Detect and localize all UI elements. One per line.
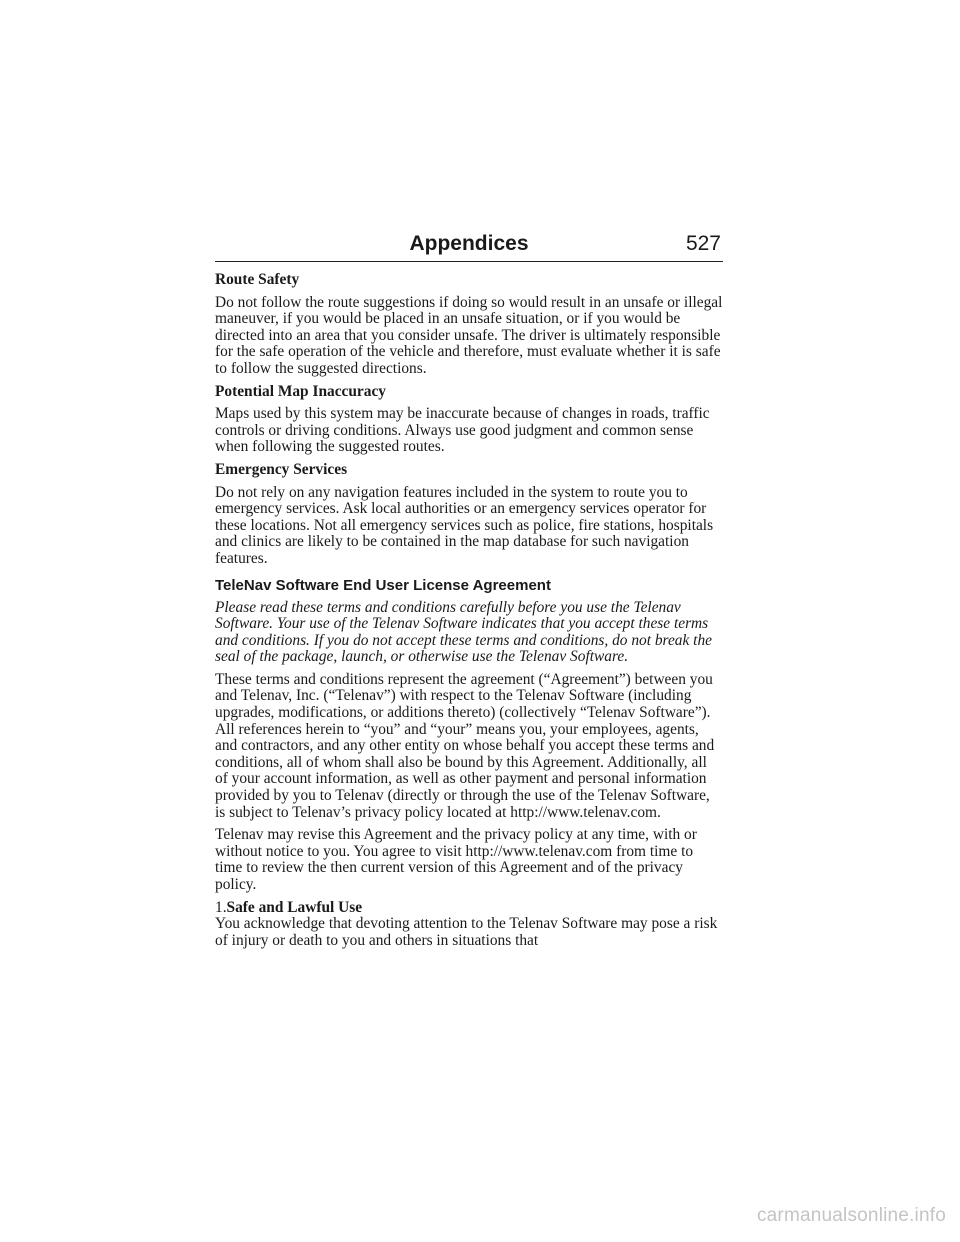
page-header	[215, 232, 723, 262]
license-paragraph-1: These terms and conditions represent the agreement (“Agreement”) between you and Telenav, Inc. (“Telenav”) with respect to the Telenav Software (including upgrades, modifications, or additions thereto) (collectively “Telenav Software”). All references herein to “you” and “your” means you, your employees, agents, and contractors, and any other entity on whose behalf you accept these terms and conditions, all of whom shall also be bound by this Agreement. Additionally, all of your account information, as well as other payment and personal information provided by you to Telenav (directly or through the use of the Telenav Software, is subject to Telenav’s privacy policy located at http://www.telenav.com.	[215, 670, 715, 821]
watermark: carmanualsonline.info	[756, 1205, 946, 1226]
page-number: 527	[685, 232, 721, 255]
license-item-1-body: You acknowledge that devoting attention to the Telenav Software may pose a risk of injury or death to you and others in situations that	[215, 915, 718, 949]
emergency-services-body: Do not rely on any navigation features included in the system to route you to emergency services. Ask local authorities or an emergency services operator for these locations. Not all emergency services such as police, fire stations, hospitals and clinics are likely to be contained in the map database for such navigation features.	[215, 483, 714, 567]
route-safety-heading: Route Safety	[215, 271, 300, 288]
license-heading: TeleNav Software End User License Agreement	[215, 576, 551, 594]
license-item-1-title: Safe and Lawful Use	[226, 898, 363, 916]
map-inaccuracy-body: Maps used by this system may be inaccurate because of changes in roads, traffic controls or driving conditions. Always use good judgment and common sense when following the suggested routes.	[215, 405, 710, 456]
license-item-1-number: 1.	[215, 898, 227, 916]
license-paragraph-2: Telenav may revise this Agreement and the privacy policy at any time, with or without notice to you. You agree to visit http://www.telenav.com from time to time to review the then current version of this Agreement and of the privacy policy.	[215, 826, 697, 893]
map-inaccuracy-heading: Potential Map Inaccuracy	[215, 382, 386, 400]
page-content	[215, 262, 723, 949]
section-title: Appendices	[409, 232, 529, 255]
route-safety-body: Do not follow the route suggestions if doing so would result in an unsafe or illegal maneuver, if you would be placed in an unsafe situation, or if you would be directed into an area that you consider unsafe. The driver is ultimately responsible for the safe operation of the vehicle and therefore, must evaluate whether it is safe to follow the suggested directions.	[215, 293, 723, 377]
manual-page	[215, 232, 723, 955]
license-intro: Please read these terms and conditions carefully before you use the Telenav Software. Your use of the Telenav Software indicates that you accept these terms and conditions. If you do not accept these terms and conditions, do not break the seal of the package, launch, or otherwise use the Telenav Software.	[215, 598, 712, 666]
emergency-services-heading: Emergency Services	[215, 460, 348, 478]
license-item-1-heading	[215, 900, 723, 917]
